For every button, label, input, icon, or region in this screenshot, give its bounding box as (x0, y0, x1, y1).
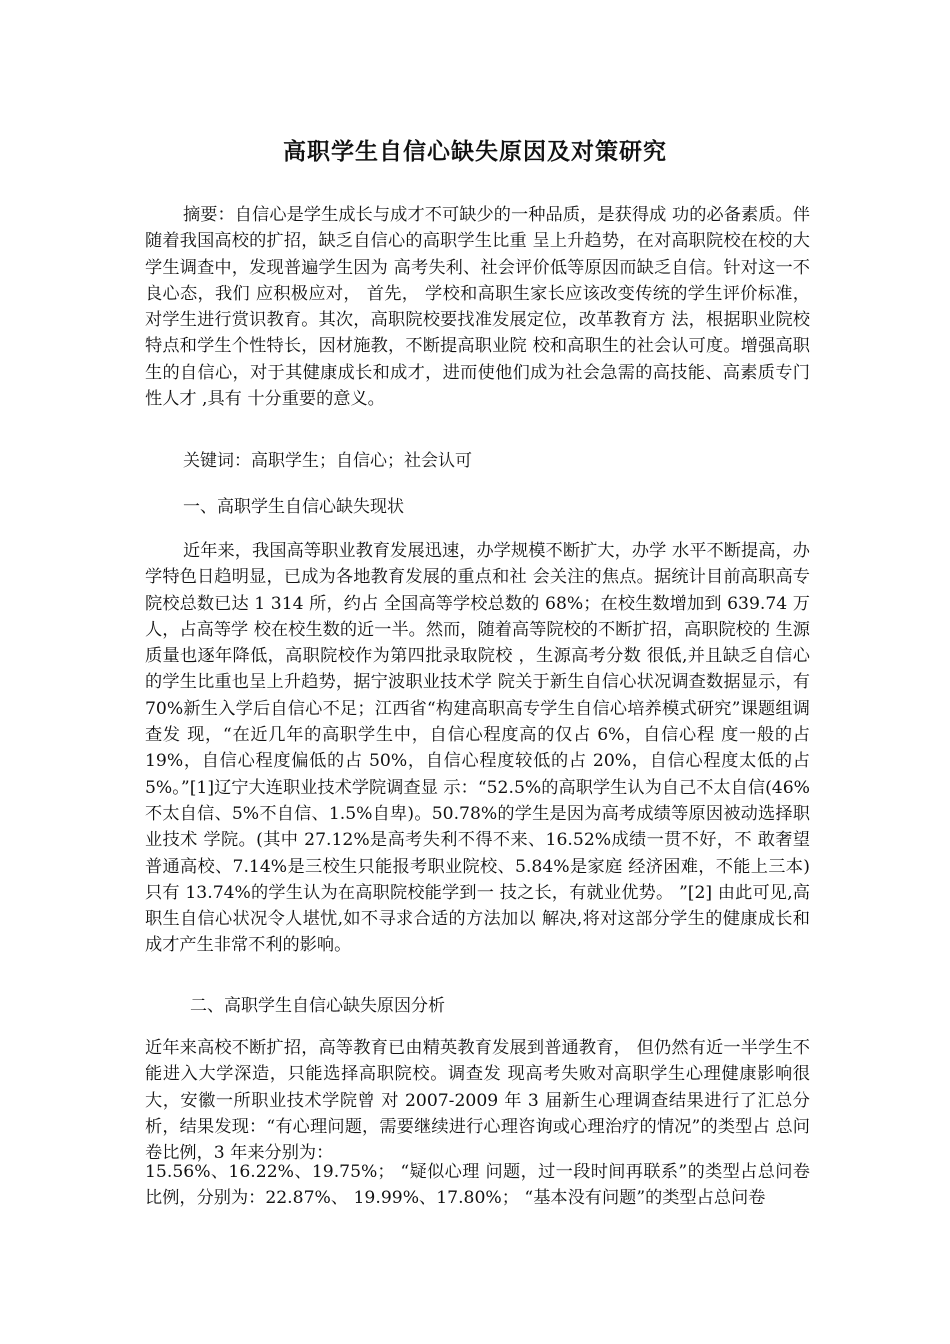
section-heading-1: 一、高职学生自信心缺失现状 (183, 497, 404, 517)
section-2-continuation: 15.56%、16.22%、19.75%； “疑似心理 问题，过一段时间再联系”的类型占总问卷比例，分别为：22.87%、 19.99%、17.80%； “基本没有问题”的类型占总问卷 (145, 1162, 810, 1209)
abstract-paragraph: 摘要：自信心是学生成长与成才不可缺少的一种品质，是获得成 功的必备素质。伴随着我国高校的扩招，缺乏自信心的高职学生比重 呈上升趋势，在对高职院校在校的大学生调查中，发现普遍学生因为 高考失利、社会评价低等原因而缺乏自信。针对这一不良心态，我们 应积极应对， 首先， 学校和高职生家长应该改变传统的学生评价标准， 对学生进行赏识教育。其次，高职院校要找准发展定位，改革教育方 法，根据职业院校特点和学生个性特长，因材施教，不断提高职业院 校和高职生的社会认可度。增强高职生的自信心，对于其健康成长和成才，进而使他们成为社会急需的高技能、高素质专门性人才 ,具有 十分重要的意义。 (145, 205, 810, 410)
section-2-paragraph: 近年来高校不断扩招，高等教育已由精英教育发展到普通教育， 但仍然有近一半学生不能进入大学深造，只能选择高职院校。调查发 现高考失败对高职学生心理健康影响很大，安徽一所职业技术学院曾 对 2007-2009 年 3 届新生心理调查结果进行了汇总分析，结果发现：“有心理问题，需要继续进行心理咨询或心理治疗的情况”的类型占 总问卷比例，3 年来分别为： (145, 1038, 810, 1164)
section-heading-2: 二、高职学生自信心缺失原因分析 (190, 996, 445, 1016)
keywords-line: 关键词：高职学生；自信心；社会认可 (183, 451, 472, 471)
document-title: 高职学生自信心缺失原因及对策研究 (283, 138, 667, 165)
section-1-paragraph: 近年来，我国高等职业教育发展迅速，办学规模不断扩大，办学 水平不断提高，办学特色日趋明显，已成为各地教育发展的重点和社 会关注的焦点。据统计目前高职高专院校总数已达 1 314 所，约占 全国高等学校总数的 68%；在校生数增加到 639.74 万人，占高等学 校在校生数的近一半。然而，随着高等院校的不断扩招，高职院校的 生源质量也逐年降低，高职院校作为第四批录取院校 ，生源高考分数 很低,并且缺乏自信心的学生比重也呈上升趋势，据宁波职业技术学 院关于新生自信心状况调查数据显示，有 70%新生入学后自信心不足；江西省“构建高职高专学生自信心培养模式研究”课题组调查发 现，“在近几年的高职学生中，自信心程度高的仅占 6%，自信心程 度一般的占 19%，自信心程度偏低的占 50%，自信心程度较低的占 20%，自信心程度太低的占 5%。”[1]辽宁大连职业技术学院调查显 示：“52.5%的高职学生认为自己不太自信(46%不太自信、5%不自信、1.5%自卑)。50.78%的学生是因为高考成绩等原因被动选择职业技术 学院。(其中 27.12%是高考失利不得不来、16.52%成绩一贯不好，不 敢奢望普通高校、7.14%是三校生只能报考职业院校、5.84%是家庭 经济困难，不能上三本)只有 13.74%的学生认为在高职院校能学到一 技之长，有就业优势。 ”[2] 由此可见,高职生自信心状况令人堪忧,如不寻求合适的方法加以 解决,将对这部分学生的健康成长和成才产生非常不利的影响。 (145, 541, 810, 956)
